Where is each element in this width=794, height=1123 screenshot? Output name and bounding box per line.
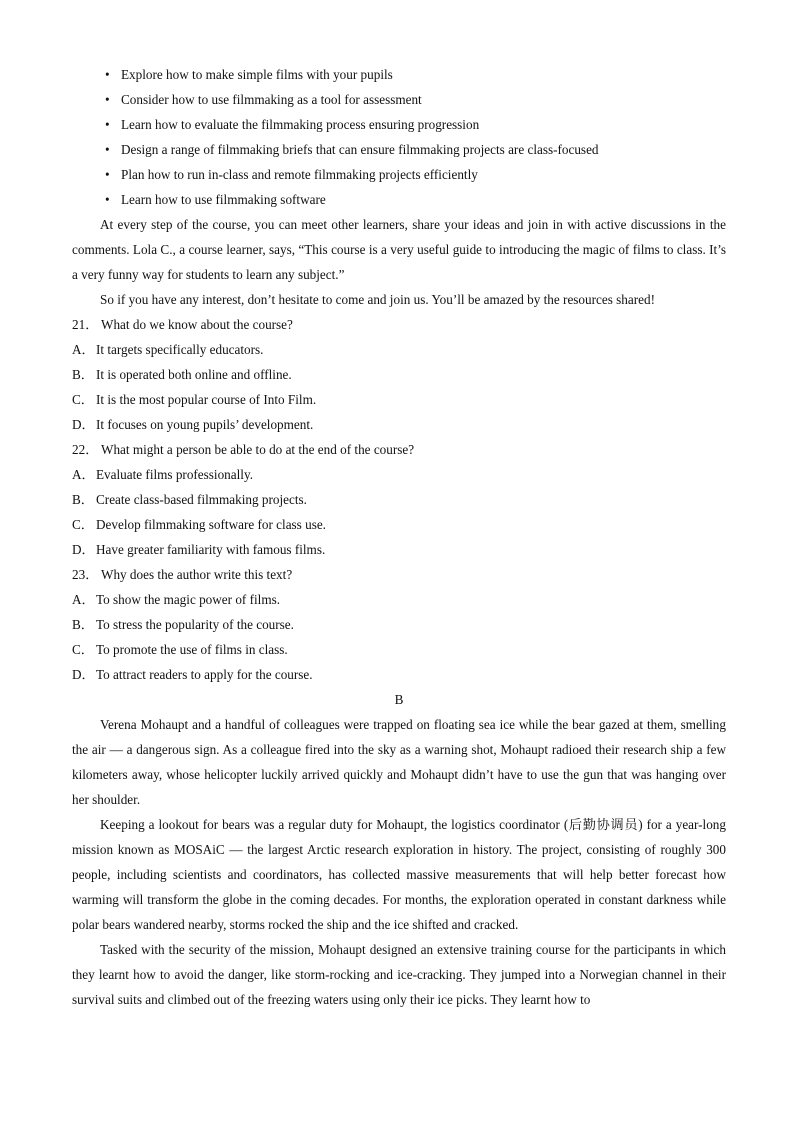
bullet-item: • Learn how to evaluate the filmmaking process ensuring progression [72, 112, 726, 137]
option-c: C． Develop filmmaking software for class use. [72, 517, 326, 532]
bullet-item: • Design a range of filmmaking briefs that can ensure filmmaking projects are class-focused [72, 137, 726, 162]
passage-a-paragraph-1: At every step of the course, you can meet other learners, share your ideas and join in with active discussions in the comments. Lola C., a course learner, says, “This course is a very useful guide to introducing the magic of films to class. It’s a very funny way for students to learn any subject.” [72, 217, 726, 282]
question-number: 22． [72, 442, 99, 457]
question-21 [72, 312, 726, 437]
question-number: 21． [72, 317, 99, 332]
bullet-dot: • [105, 67, 110, 82]
bullet-item: • Plan how to run in-class and remote filmmaking projects efficiently [72, 162, 726, 187]
document-page [72, 62, 726, 1012]
option-d: D．Have greater familiarity with famous films. [72, 542, 326, 557]
passage-b-paragraph-2: Keeping a lookout for bears was a regular duty for Mohaupt, the logistics coordinator (后勤协调员) for a year-long mission known as MOSAiC — the largest Arctic research exploration in history. The project, consisting of roughly 300 people, including scientists and coordinators, has collected massive measurements that will help better forecast how warming will transform the globe in the coming decades. For months, the exploration operated in constant darkness while polar bears wandered nearby, storms rocked the ship and the ice shifted and cracked. [72, 817, 726, 932]
bullet-list [72, 62, 726, 212]
question-23 [72, 562, 726, 687]
bullet-item: • Consider how to use filmmaking as a tool for assessment [72, 87, 726, 112]
passage-b-paragraph-1: Verena Mohaupt and a handful of colleagues were trapped on floating sea ice while the bear gazed at them, smelling the air — a dangerous sign. As a colleague fired into the sky as a warning shot, Mohaupt radioed their research ship a few kilometers away, whose helicopter luckily arrived quickly and Mohaupt didn’t have to use the gun that was hanging over her shoulder. [72, 717, 726, 807]
bullet-dot: • [105, 167, 110, 182]
option-a: A．It targets specifically educators. [72, 342, 264, 357]
question-22 [72, 437, 726, 562]
option-b: B． To stress the popularity of the course. [72, 617, 294, 632]
question-stem: 22． What might a person be able to do at the end of the course? [72, 437, 726, 462]
option-a: A．To show the magic power of films. [72, 592, 281, 607]
question-stem: 21． What do we know about the course? [72, 312, 726, 337]
passage-a-paragraph-2: So if you have any interest, don’t hesitate to come and join us. You’ll be amazed by the resources shared! [100, 292, 655, 307]
bullet-item: • Explore how to make simple films with your pupils [72, 62, 726, 87]
bullet-dot: • [105, 192, 110, 207]
option-c: C． It is the most popular course of Into Film. [72, 392, 317, 407]
option-b: B． It is operated both online and offline. [72, 367, 292, 382]
bullet-dot: • [105, 142, 110, 157]
bullet-dot: • [105, 92, 110, 107]
question-number: 23． [72, 567, 99, 582]
bullet-item: • Learn how to use filmmaking software [72, 187, 726, 212]
passage-b-paragraph-3: Tasked with the security of the mission, Mohaupt designed an extensive training course for the participants in which they learnt how to avoid the danger, like storm-rocking and ice-cracking. They jumped into a Norwegian channel in their survival suits and climbed out of the freezing waters using only their ice picks. They learnt how to [72, 942, 726, 1007]
option-d: D．To attract readers to apply for the course. [72, 667, 313, 682]
option-b: B． Create class-based filmmaking projects. [72, 492, 307, 507]
option-c: C． To promote the use of films in class. [72, 642, 288, 657]
option-d: D．It focuses on young pupils’ development. [72, 417, 314, 432]
question-stem: 23． Why does the author write this text? [72, 562, 726, 587]
bullet-dot: • [105, 117, 110, 132]
section-heading: B [394, 692, 404, 707]
option-a: A．Evaluate films professionally. [72, 467, 253, 482]
